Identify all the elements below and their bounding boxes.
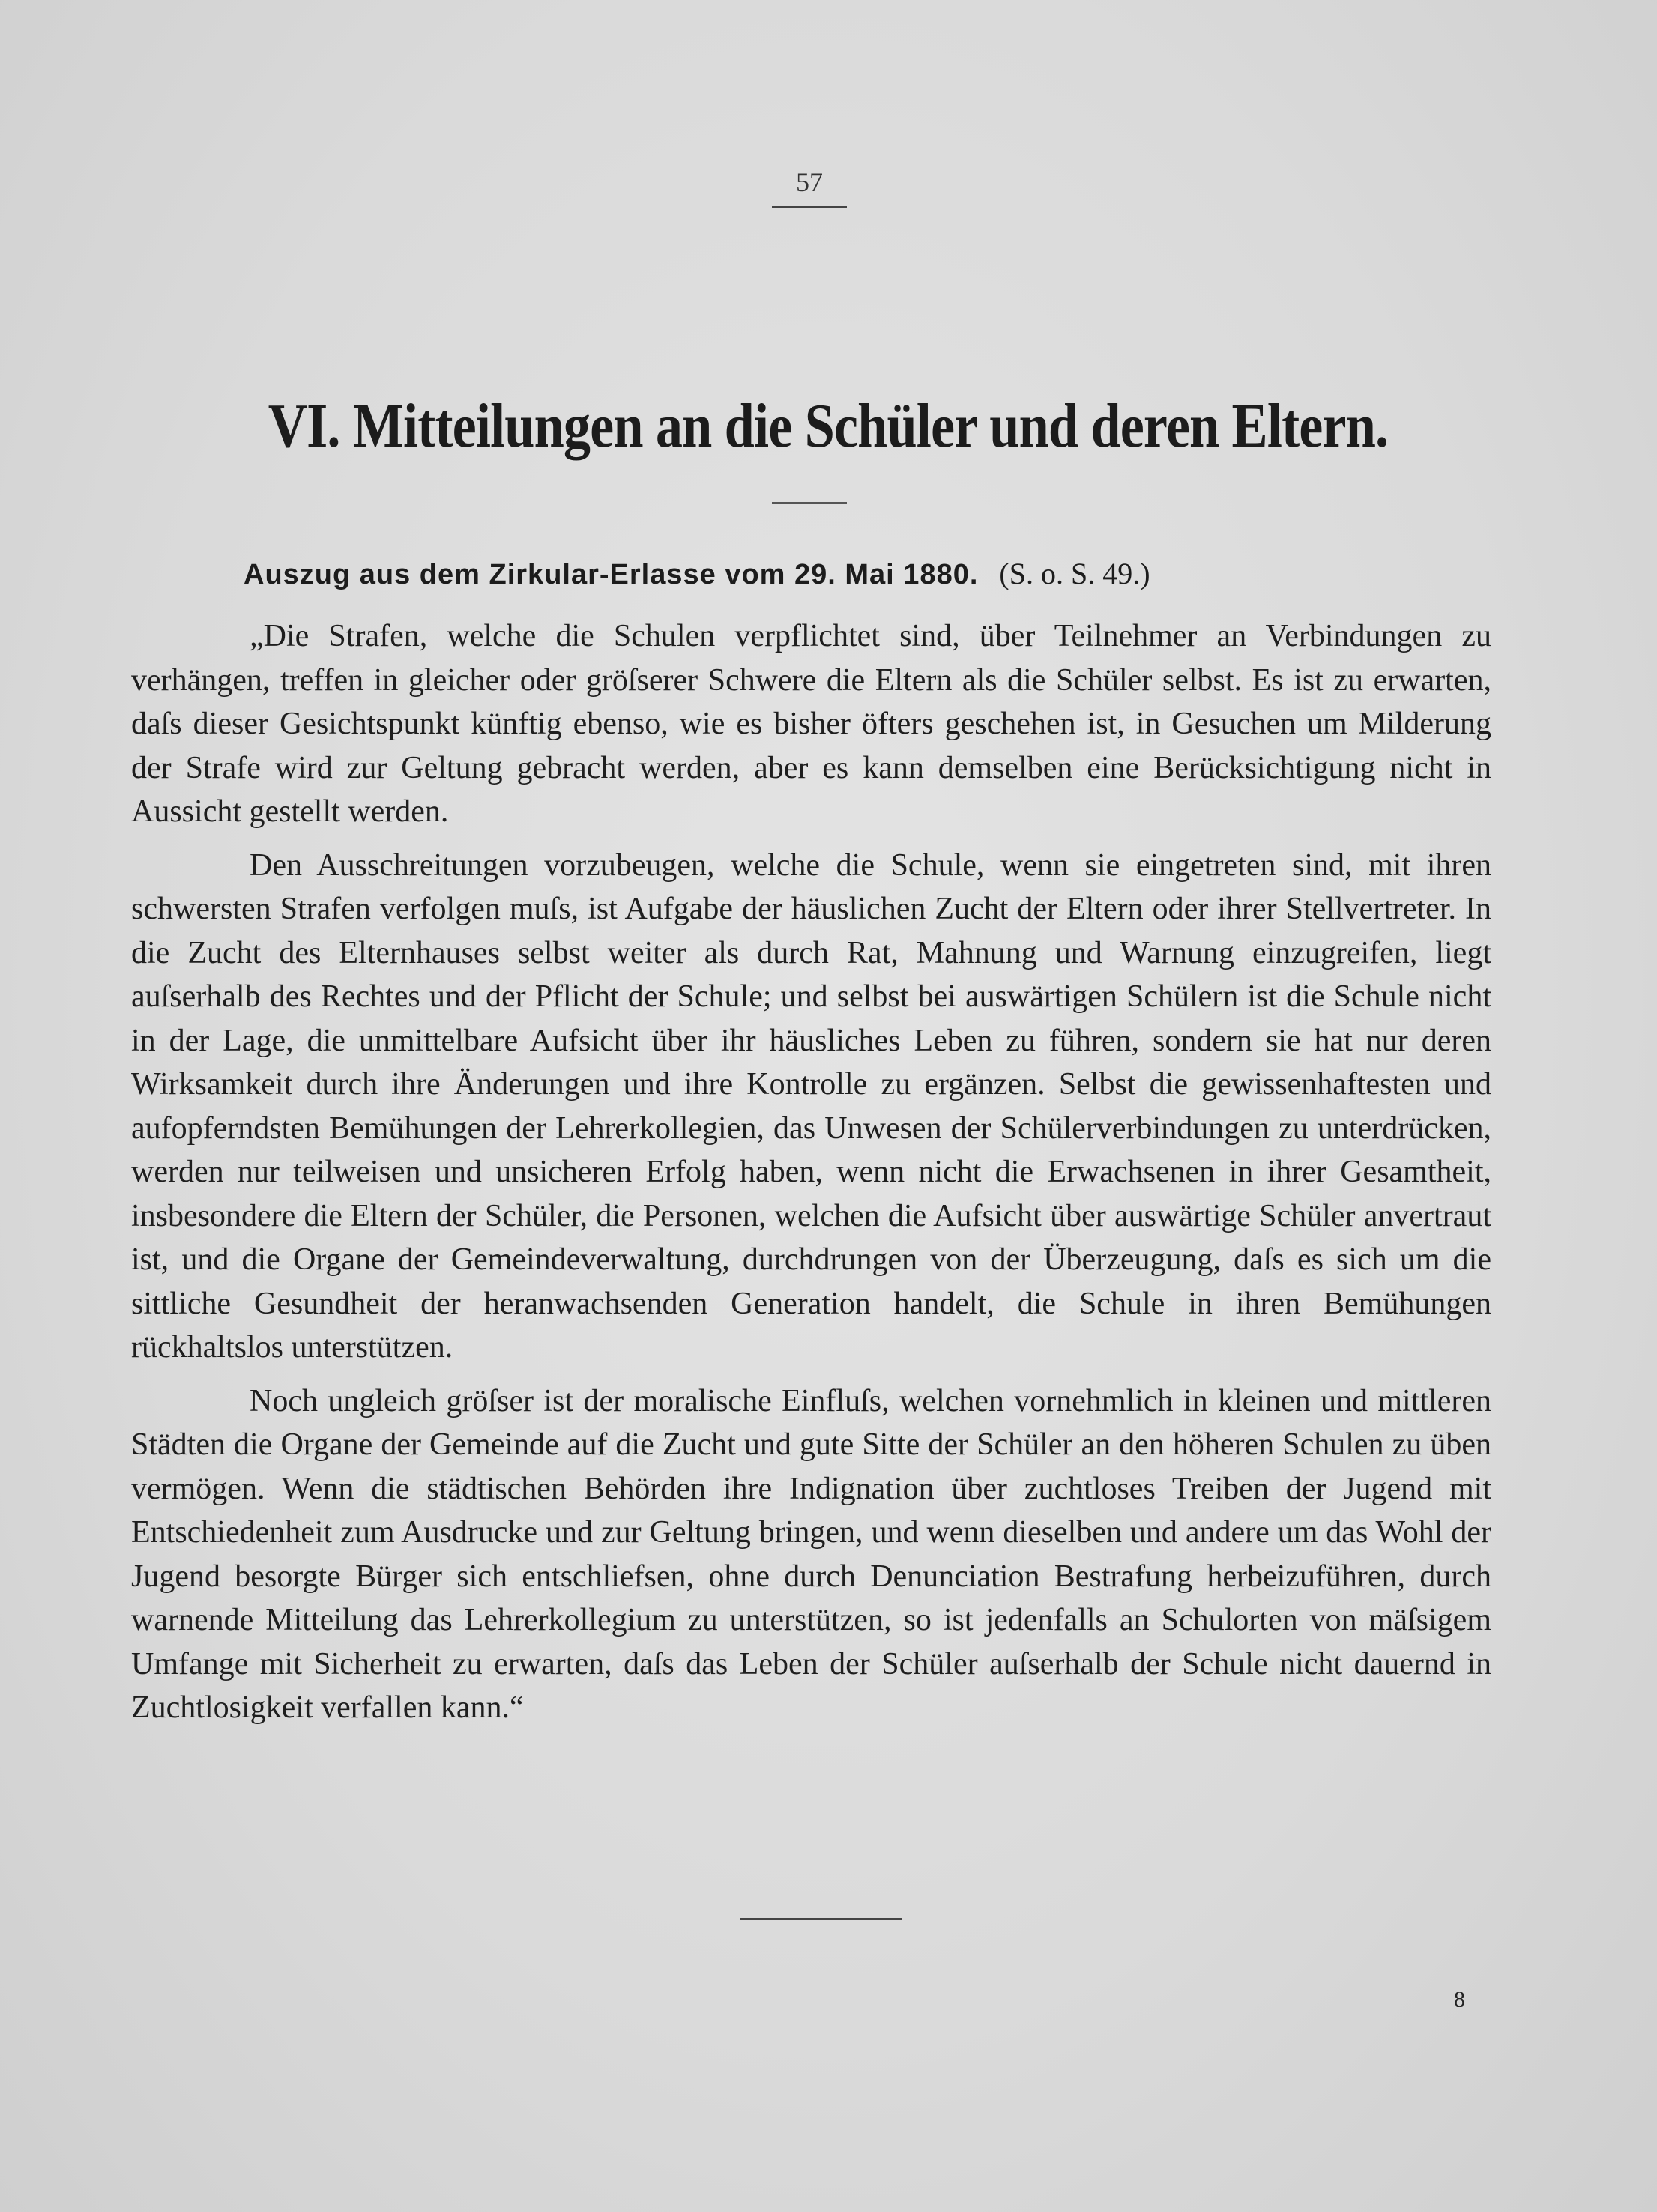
end-rule [740,1918,902,1920]
subheading-reference: (S. o. S. 49.) [999,557,1150,590]
title-rule [772,502,847,504]
subheading-title: Auszug aus dem Zirkular-Erlasse vom 29. Mai 1880. [244,559,979,590]
page-number-rule [772,206,847,208]
subheading [244,556,1443,591]
paragraph-1: „Die Strafen, welche die Schulen verpflichtet sind, über Teilnehmer an Verbindungen zu verhängen, treffen in gleicher oder gröſserer Schwere die Eltern als die Schüler selbst. Es ist zu erwarten, daſs dieser Gesichtspunkt künftig ebenso, wie es bisher öfters geschehen ist, in Gesuchen um Milderung der Strafe wird zur Geltung gebracht werden, aber es kann demselben eine Berücksichtigung nicht in Aussicht gestellt werden. [131,619,1491,829]
signature-mark: 8 [1454,1987,1465,2012]
body-text [131,614,1491,1740]
section-title: VI. Mitteilungen an die Schüler und deren Eltern. [268,391,1389,461]
paragraph-3: Noch ungleich gröſser ist der moralische Einfluſs, welchen vornehmlich in kleinen und mittleren Städten die Organe der Gemeinde auf die Zucht und gute Sitte der Schüler an den höheren Schulen zu üben vermögen. Wenn die städtischen Behörden ihre Indignation über zuchtloses Treiben der Jugend mit Entschiedenheit zum Ausdrucke und zur Geltung bringen, und wenn dieselben und andere um das Wohl der Jugend besorgte Bürger sich entschliefsen, ohne durch Denunciation Bestrafung herbeizuführen, durch warnende Mitteilung das Lehrerkollegium zu unterstützen, so ist jedenfalls an Schulorten von mäſsigem Umfange mit Sicherheit zu erwarten, daſs das Leben der Schüler auſserhalb der Schule nicht dauernd in Zuchtlosigkeit verfallen kann.“ [131,1383,1491,1725]
paragraph-2: Den Ausschreitungen vorzubeugen, welche die Schule, wenn sie eingetreten sind, mit ihren schwersten Strafen verfolgen muſs, ist Aufgabe der häuslichen Zucht der Eltern oder ihrer Stellvertreter. In die Zucht des Elternhauses selbst weiter als durch Rat, Mahnung und Warnung einzugreifen, liegt auſserhalb des Rechtes und der Pflicht der Schule; und selbst bei auswärtigen Schülern ist die Schule nicht in der Lage, die unmittelbare Aufsicht über ihr häusliches Leben zu führen, sondern sie hat nur deren Wirksamkeit durch ihre Änderungen und ihre Kontrolle zu ergänzen. Selbst die gewissenhaftesten und aufopferndsten Bemühungen der Lehrerkollegien, das Unwesen der Schülerverbindungen zu unterdrücken, werden nur teilweisen und unsicheren Erfolg haben, wenn nicht die Erwachsenen in ihrer Gesamtheit, insbesondere die Eltern der Schüler, die Personen, welchen die Aufsicht über auswärtige Schüler anvertraut ist, und die Organe der Gemeindeverwaltung, durchdrungen von der Überzeugung, daſs es sich um die sittliche Gesundheit der heranwachsenden Generation handelt, die Schule in ihren Bemühungen rückhaltslos unterstützen. [131,847,1491,1365]
page-number: 57 [796,167,823,197]
